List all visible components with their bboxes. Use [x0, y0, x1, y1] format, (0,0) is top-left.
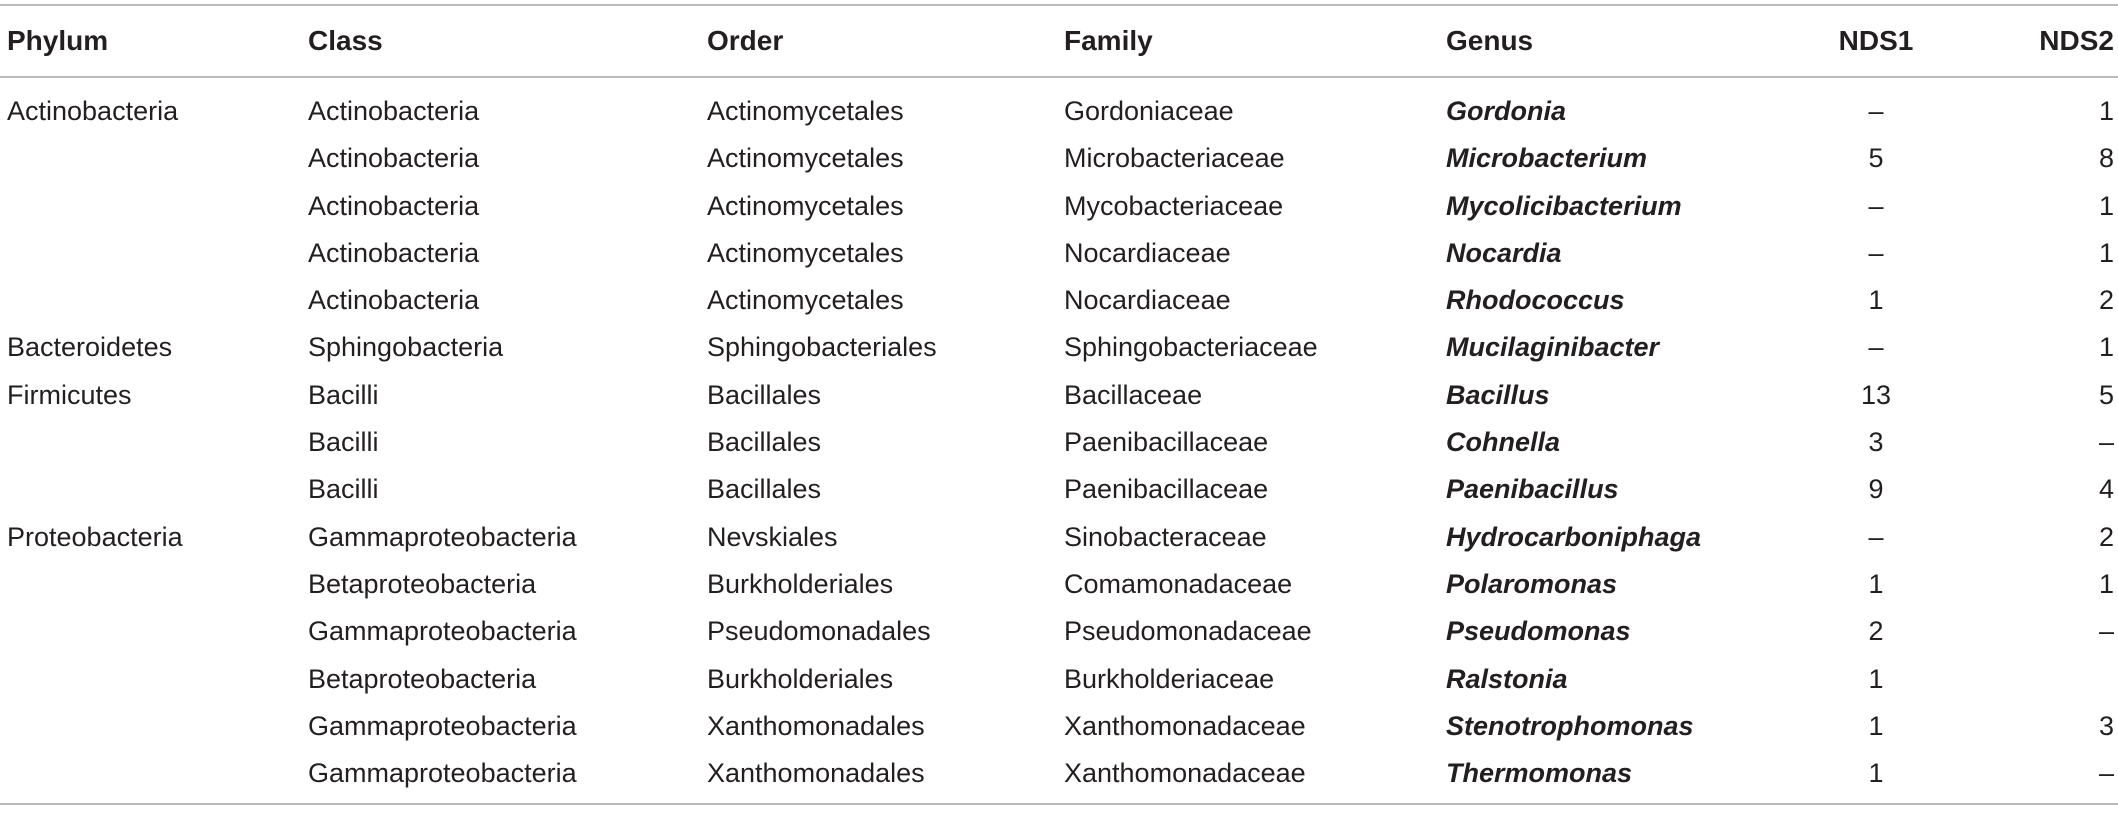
cell-family: Xanthomonadaceae [1064, 710, 1306, 741]
cell-nds1: – [1868, 521, 1884, 552]
cell-phylum: Bacteroidetes [7, 332, 173, 363]
cell-genus: Mucilaginibacter [1446, 332, 1660, 363]
header-class: Class [308, 25, 383, 56]
cell-order: Actinomycetales [707, 285, 904, 316]
cell-order: Actinomycetales [707, 190, 904, 221]
table-row [0, 750, 2118, 797]
cell-nds2: 1 [2098, 237, 2114, 268]
cell-nds2: 4 [2098, 474, 2114, 505]
cell-nds2: 5 [2098, 379, 2114, 410]
header-order: Order [707, 25, 784, 56]
cell-nds1: – [1868, 190, 1884, 221]
cell-order: Actinomycetales [707, 96, 904, 126]
cell-family: Pseudomonadaceae [1064, 616, 1312, 647]
cell-genus: Polaromonas [1446, 568, 1618, 599]
cell-nds2: 2 [2098, 521, 2114, 552]
cell-family: Xanthomonadaceae [1064, 758, 1306, 789]
table-body [0, 78, 2118, 803]
cell-family: Paenibacillaceae [1064, 427, 1269, 458]
cell-order: Xanthomonadales [707, 710, 925, 741]
cell-order: Actinomycetales [707, 237, 904, 268]
cell-nds1: 1 [1868, 568, 1884, 599]
cell-family: Gordoniaceae [1064, 96, 1234, 126]
cell-family: Comamonadaceae [1064, 568, 1293, 599]
cell-class: Actinobacteria [308, 96, 480, 126]
cell-class: Sphingobacteria [308, 332, 504, 363]
cell-nds1: 13 [1860, 379, 1892, 410]
cell-genus: Nocardia [1446, 237, 1562, 268]
cell-class: Betaproteobacteria [308, 663, 537, 694]
header-family: Family [1064, 25, 1153, 56]
cell-order: Bacillales [707, 379, 822, 410]
table-row [0, 466, 2118, 513]
table-row [0, 277, 2118, 324]
table-row [0, 135, 2118, 182]
cell-nds1: 1 [1868, 758, 1884, 789]
cell-nds1: – [1868, 332, 1884, 363]
table-row [0, 324, 2118, 371]
cell-family: Paenibacillaceae [1064, 474, 1269, 505]
header-genus: Genus [1446, 25, 1534, 56]
table-row [0, 419, 2118, 466]
cell-nds2: – [2098, 616, 2114, 647]
cell-class: Actinobacteria [308, 237, 480, 268]
cell-family: Nocardiaceae [1064, 237, 1231, 268]
cell-nds2: 1 [2098, 96, 2114, 126]
cell-class: Bacilli [308, 474, 379, 505]
cell-genus: Gordonia [1446, 96, 1566, 126]
table-header [0, 6, 2118, 76]
cell-phylum: Actinobacteria [7, 96, 179, 126]
cell-order: Burkholderiales [707, 663, 894, 694]
cell-nds2: – [2098, 427, 2114, 458]
cell-nds2: 1 [2098, 190, 2114, 221]
cell-order: Burkholderiales [707, 568, 894, 599]
table-row [0, 703, 2118, 750]
cell-order: Bacillales [707, 474, 822, 505]
cell-family: Sinobacteraceae [1064, 521, 1267, 552]
cell-genus: Hydrocarboniphaga [1446, 521, 1702, 552]
cell-nds1: – [1868, 96, 1884, 126]
table-row [0, 514, 2118, 561]
cell-genus: Ralstonia [1446, 663, 1568, 694]
cell-nds1: 1 [1868, 710, 1884, 741]
cell-class: Gammaproteobacteria [308, 710, 577, 741]
cell-family: Mycobacteriaceae [1064, 190, 1284, 221]
cell-nds2: – [2098, 758, 2114, 789]
cell-nds2: 8 [2098, 143, 2114, 174]
cell-class: Actinobacteria [308, 285, 480, 316]
cell-family: Sphingobacteriaceae [1064, 332, 1318, 363]
cell-phylum: Firmicutes [7, 379, 132, 410]
table-row [0, 656, 2118, 703]
cell-nds1: 1 [1868, 285, 1884, 316]
table-row [0, 608, 2118, 655]
cell-genus: Stenotrophomonas [1446, 710, 1694, 741]
cell-nds1: 2 [1868, 616, 1884, 647]
cell-nds1: 5 [1868, 143, 1884, 174]
header-nds1: NDS1 [1838, 25, 1914, 56]
cell-order: Nevskiales [707, 521, 838, 552]
cell-class: Actinobacteria [308, 143, 480, 174]
cell-phylum: Proteobacteria [7, 521, 183, 552]
taxonomy-table [0, 4, 2118, 805]
table-row [0, 183, 2118, 230]
cell-order: Pseudomonadales [707, 616, 931, 647]
cell-genus: Thermomonas [1446, 758, 1633, 789]
cell-family: Microbacteriaceae [1064, 143, 1285, 174]
cell-genus: Bacillus [1446, 379, 1550, 410]
cell-genus: Rhodococcus [1446, 285, 1625, 316]
cell-class: Gammaproteobacteria [308, 521, 577, 552]
cell-nds2: 1 [2098, 568, 2114, 599]
cell-family: Nocardiaceae [1064, 285, 1231, 316]
cell-family: Bacillaceae [1064, 379, 1203, 410]
bottom-rule [0, 803, 2118, 805]
cell-genus: Cohnella [1446, 427, 1561, 458]
cell-class: Bacilli [308, 427, 379, 458]
cell-genus: Microbacterium [1446, 143, 1648, 174]
cell-nds1: 1 [1868, 663, 1884, 694]
table-row [0, 88, 2118, 135]
cell-class: Gammaproteobacteria [308, 616, 577, 647]
table-row [0, 372, 2118, 419]
cell-family: Burkholderiaceae [1064, 663, 1275, 694]
table-row [0, 561, 2118, 608]
cell-genus: Mycolicibacterium [1446, 190, 1682, 221]
cell-genus: Pseudomonas [1446, 616, 1631, 647]
cell-order: Xanthomonadales [707, 758, 925, 789]
cell-nds1: – [1868, 237, 1884, 268]
header-nds2: NDS2 [2039, 25, 2114, 56]
table-row [0, 230, 2118, 277]
cell-nds2: 3 [2098, 710, 2114, 741]
header-phylum: Phylum [7, 25, 109, 56]
cell-class: Betaproteobacteria [308, 568, 537, 599]
cell-class: Actinobacteria [308, 190, 480, 221]
cell-nds1: 3 [1868, 427, 1884, 458]
cell-order: Bacillales [707, 427, 822, 458]
cell-genus: Paenibacillus [1446, 474, 1619, 505]
cell-order: Actinomycetales [707, 143, 904, 174]
cell-class: Bacilli [308, 379, 379, 410]
cell-class: Gammaproteobacteria [308, 758, 577, 789]
cell-order: Sphingobacteriales [707, 332, 937, 363]
cell-nds1: 9 [1868, 474, 1884, 505]
cell-nds2: 2 [2098, 285, 2114, 316]
cell-nds2: 1 [2098, 332, 2114, 363]
